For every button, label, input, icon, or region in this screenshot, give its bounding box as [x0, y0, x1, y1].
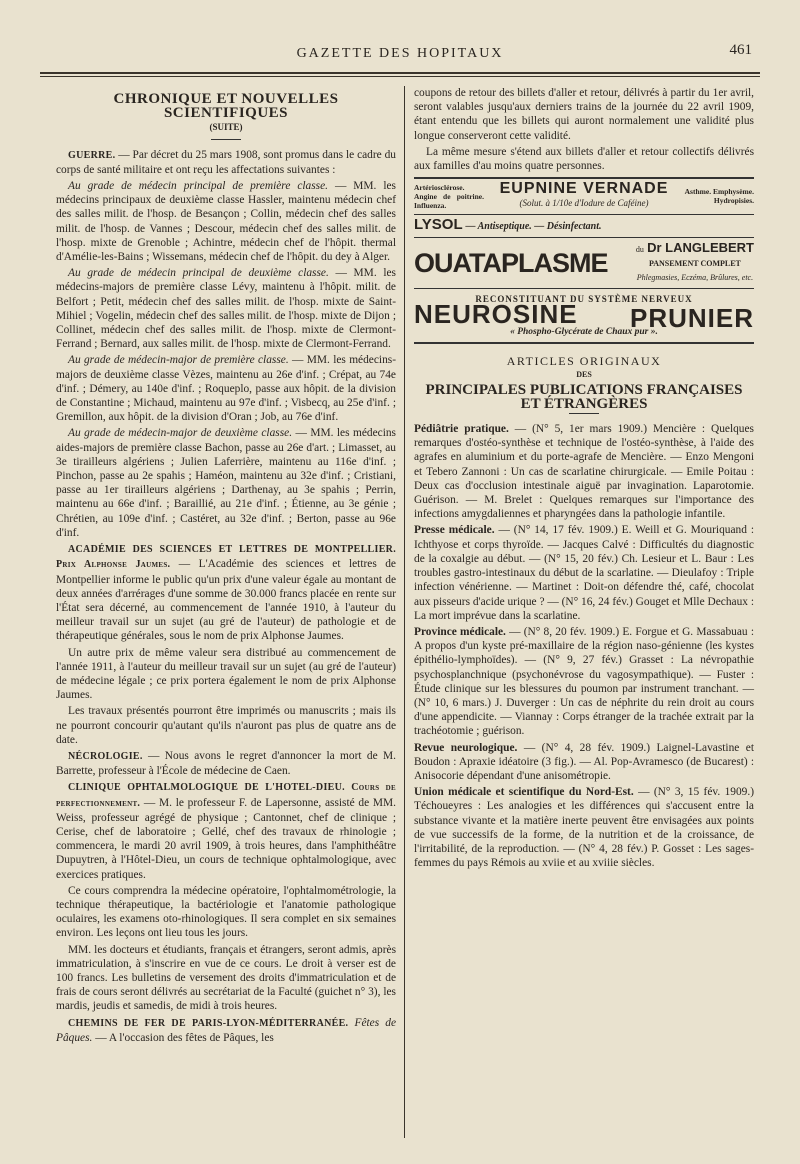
ad-italic: « Phospho-Glycérate de Chaux pur ».	[510, 327, 658, 338]
section-subtitle: (SUITE)	[209, 122, 243, 133]
text: — (N° 8, 20 fév. 1909.) E. Forgue et G. Massabuau : A propos d'un kyste pré-maxillaire de la région naso-génienne (les kystes épithélio-lymphoïdes). — (N° 9, 27 fév.) Grasset : La névropathie psychosplanchnique (psychonévrose du vagosympathique). — Fuster : Étude clinique sur les blessures du poumon par instrument tranchant. — (N° 10, 6 mars.) J. Duverger : Un cas de néphrite du rein droit au cours d'une appendicite. — Viannay : Corps étranger de la trachée extrait par la trachéotomie ; guérison.	[414, 625, 754, 738]
paragraph	[56, 749, 396, 778]
paragraph	[56, 266, 396, 351]
advert-neurosine	[414, 289, 754, 344]
journal-name: Province médicale.	[414, 625, 506, 638]
publications-title: ET ÉTRANGÈRES	[520, 395, 648, 412]
paragraph	[56, 542, 396, 643]
italic-text: Fêtes de Pâques.	[56, 1016, 397, 1044]
rubric-sub: Prix Alphonse Jaumes.	[56, 559, 171, 571]
left-column	[56, 86, 396, 1047]
rubric-head: CLINIQUE OPHTALMOLOGIQUE DE L'HOTEL-DIEU.	[68, 782, 345, 794]
ad-brand: NEUROSINE	[414, 298, 578, 329]
journal-title: GAZETTE DES HOPITAUX	[296, 46, 504, 61]
ad-name: Dr LANGLEBERT	[647, 239, 754, 255]
text: — (N° 14, 17 fév. 1909.) E. Weill et G. Mouriquand : Ichthyose et corps thyroïde. — Jacques Calvé : Difficultés du diagnostic de la coxalgie au début. — (N° 15, 20 fév.) Ch. Lesieur et L. Baur : Les troubles gastro-intestinaux du début de la scarlatine. — Dieulafoy : Triple infection vénérienne. — Martinet : Doit-on défendre thé, café, chocolat aux pisseurs d'acide urique ? — (N° 16, 24 fév.) Gouget et Mlle Dechaux : La mort imprévue dans la scarlatine.	[414, 524, 754, 622]
text: — (N° 5, 1er mars 1909.) Mencière : Quelques remarques d'ostéo-synthèse et technique de l'ostéo-synthèse, à l'aide des agrafes en aluminium et du porte-agrafe de Mencière. — Enzo Mengoni et Tebero Zannoni : Un cas de scarlatine chirurgicale. — Emile Poitau : Deux cas d'occlusion intestinale aiguë par invagination. Laparotomie. Guérison. — M. Brelet : Quelques remarques sur l'importance des infections amygdaliennes et pharyngées dans la pathologie infantile.	[414, 423, 754, 521]
text: — (N° 4, 28 fév. 1909.) Laignel-Lavastine et Boudon : Apraxie idéatoire (3 fig.). — Al. Pop-Avramesco (de Bucarest) : Anisocorie dépendant d'une anisométropie.	[414, 741, 755, 782]
articles-title: ARTICLES ORIGINAUX	[506, 354, 662, 369]
advert-lysol	[414, 215, 754, 238]
paragraph: Un autre prix de même valeur sera distribué au commencement de l'année 1911, à l'auteur du meilleur travail sur un sujet (au gré de l'auteur) de médecine légale ; ce prix portera également le nom de prix Alphonse Jaumes.	[56, 646, 396, 702]
text: — MM. les médecins principaux de deuxième classe Hassler, maintenu médecin chef des salles milit. de l'hosp. de Besançon ; Collin, médecin chef des salles milit. de l'hosp. de Vannes ; Descour, médecin chef des salles milit. de l'hosp. mixte de Grenoble ; Achintre, médecin chef de l'hôpit. thermal d'Amélie-les-Bains ; Wissemans, médecin chef de l'hôpit. du dey à Alger.	[56, 180, 396, 264]
journal-name: Pédiâtrie pratique.	[414, 423, 509, 436]
articles-des: DES	[576, 370, 592, 380]
ad-text: — Antiseptique. — Désinfectant.	[465, 220, 602, 232]
ad-brand: LYSOL	[414, 215, 463, 233]
paragraph	[56, 426, 396, 540]
journal-name: Revue neurologique.	[414, 741, 518, 754]
right-column	[414, 86, 754, 872]
section-title: CHRONIQUE ET NOUVELLES SCIENTIFIQUES	[113, 91, 339, 122]
ad-subtitle: (Solut. à 1/10e d'Iodure de Caféine)	[519, 198, 649, 209]
paragraph	[56, 353, 396, 424]
text: — A l'occasion des fêtes de Pâques, les	[92, 1031, 274, 1044]
article-entry	[414, 625, 754, 739]
journal-name: Presse médicale.	[414, 524, 495, 537]
advert-ouataplasme	[414, 238, 754, 290]
publications-title: PRINCIPALES PUBLICATIONS FRANÇAISES	[425, 381, 743, 398]
text: — MM. les médecins aides-majors de première classe Bachon, passe au 26e d'art. ; Limasset, au 3e tirailleurs algériens ; Julien Laferrière, maintenu au 116e d'inf. ; Pinchon, passe au 2e spahis ; Haméon, maintenu au 32e d'inf. ; Cristiani, passe au 1er tirailleurs algériens ; Darthenay, au 3e spahis ; Perrin, maintenu au 66e d'inf. ; Baraillié, au 21e d'inf. ; Étienne, au 3e génie ; Chrétien, au 109e d'inf. ; Castéret, au 32e d'inf. ; Berton, passe au 96e d'inf.	[56, 427, 396, 539]
italic-text: Au grade de médecin principal de deuxième classe.	[68, 267, 329, 280]
rubric-head: ACADÉMIE DES SCIENCES ET LETTRES DE MONTPELLIER.	[68, 544, 396, 556]
header-rule-thin	[40, 76, 760, 77]
column-divider	[404, 86, 405, 1138]
italic-text: Au grade de médecin-major de deuxième classe.	[68, 427, 293, 440]
article-entry	[414, 741, 754, 784]
ad-brand: OUATAPLASME	[414, 248, 608, 279]
italic-text: Au grade de médecin-major de première classe.	[68, 354, 289, 367]
ad-indications: Artériosclérose. Angine de poitrine. Influenza.	[414, 182, 484, 210]
rubric-head: CHEMINS DE FER DE PARIS-LYON-MÉDITERRANÉE.	[68, 1017, 349, 1029]
ad-indications: Asthme. Emphysème. Hydropisies.	[684, 187, 754, 206]
text: — MM. les médecins-majors de première classe Lévy, maintenu à l'hôpit. milit. de Belfort ; Petit, médecin chef des salles milit. de l'hosp. mixte de Saint-Mihiel ; Vogelin, médecin chef des salles milit. de l'hosp. mixte de Dijon ; Collinet, médecin chef des salles milit. de l'hosp. mixte de Clermont-Ferrand ; Bernard, aux salles milit. de l'hosp. mixte de Clermont-Ferrand.	[56, 267, 396, 351]
rubric-head: GUERRE.	[68, 149, 116, 161]
paragraph	[56, 179, 396, 264]
page-header	[40, 40, 760, 72]
paragraph	[56, 148, 396, 177]
divider	[569, 413, 599, 414]
rubric-sub: Cours de perfectionnement.	[56, 782, 396, 809]
header-rule	[40, 72, 760, 74]
paragraph: Les travaux présentés pourront être imprimés ou manuscrits ; mais ils ne pourront concourir qu'autant qu'ils n'auront pas plus de quatre ans de date.	[56, 705, 396, 746]
paragraph	[56, 1016, 396, 1045]
paragraph: coupons de retour des billets d'aller et retour, délivrés à partir du 1er avril, seront valables jusqu'aux derniers trains de la journée du 22 avril 1909, étant entendu que les billets qui auront normalement une validité plus longue conserveront cette validité.	[414, 87, 754, 142]
journal-name: Union médicale et scientifique du Nord-Est.	[414, 786, 634, 799]
text: — M. le professeur F. de Lapersonne, assisté de MM. Weiss, professeur agrégé de physique ; Cantonnet, chef de clinique ; Cerise, chef de laboratoire ; Gellé, chef des travaux de rhinologie ; commencera, le mardi 20 avril 1909, à trois heures, dans l'amphithéâtre Dupuytren, à l'Hôtel-Dieu, un cours de technique ophtalmologique, avec exercices pratiques.	[56, 796, 396, 881]
ad-sub: PANSEMENT COMPLET	[648, 259, 741, 269]
text: — Par décret du 25 mars 1908, sont promus dans le cadre du corps de santé militaire et ont reçu les affectations suivantes :	[56, 148, 396, 176]
italic-text: Au grade de médecin principal de première classe.	[68, 180, 328, 193]
ad-italic: Phlegmasies, Eczéma, Brûlures, etc.	[636, 273, 754, 283]
ad-du: du	[635, 244, 644, 254]
divider	[211, 139, 241, 140]
text: — Nous avons le regret d'annoncer la mort de M. Barrette, professeur à l'École de médecine de Caen.	[56, 749, 396, 778]
ad-brand: EUPNINE VERNADE	[499, 180, 669, 198]
page-number: 461	[729, 42, 752, 58]
article-entry	[414, 523, 754, 622]
text: — L'Académie des sciences et lettres de Montpellier informe le public qu'un prix d'une valeur égale au montant de deux années d'arrérages d'une somme de 30.000 francs placée en rente sur l'État sera décerné, au commencement de l'année 1910, à l'auteur du meilleur travail sur un sujet (au gré de l'auteur) de pathologie et de thérapeutique générales, sous le nom de prix Alphonse Jaumes.	[56, 558, 396, 643]
rubric-head: NÉCROLOGIE.	[68, 750, 143, 762]
paragraph	[56, 780, 396, 881]
paragraph: Ce cours comprendra la médecine opératoire, l'ophtalmométrologie, la technique thérapeutique, la bactériologie et l'anatomie pathologique oculaires, les examens oto-rhinologiques. Il sera complet en six semaines environ. Les leçons ont lieu tous les jours.	[56, 884, 396, 940]
article-entry	[414, 785, 754, 870]
text: — (N° 3, 15 fév. 1909.) Téchoueyres : Les analogies et les différences qui s'accusent entre la substance vivante et la matière inerte peuvent être envisagées aux points de vue successifs de la forme, de la nutrition et de la croissance, de l'irritabilité, de la reproduction. — (N° 4, 28 fév.) P. Gosset : Les sages-femmes du pays Rémois au xviie et au xviiie siècles.	[414, 786, 754, 870]
text: — MM. les médecins-majors de deuxième classe Vèzes, maintenu au 26e d'inf. ; Crépat, au 74e d'inf. ; Démery, au 140e d'inf. ; Roqueplo, passe aux hôpit. de la division de Constantine ; Michaud, maintenu au 97e d'inf. ; Visbecq, au 25e d'inf. ; Gremillon, aux hôpit. de la division d'Oran ; Job, au 76e d'inf.	[56, 354, 396, 424]
ad-top: RECONSTITUANT DU SYSTÈME NERVEUX	[475, 294, 693, 305]
paragraph: La même mesure s'étend aux billets d'aller et retour collectifs délivrés aux familles d'au moins quatre personnes.	[414, 145, 754, 173]
article-entry	[414, 422, 754, 521]
ad-brand: PRUNIER	[629, 302, 754, 333]
advert-eupnine	[414, 177, 754, 214]
paragraph: MM. les docteurs et étudiants, français et étrangers, seront admis, après immatriculation, à s'inscrire en vue de ce cours. Le droit à verser est de 100 francs. Les bulletins de versement des droits d'immatriculation et de frais de cours seront délivrés au secrétariat de la Faculté (guichet n° 3), les mardis, jeudis et samedis, de midi à trois heures.	[56, 943, 396, 1013]
